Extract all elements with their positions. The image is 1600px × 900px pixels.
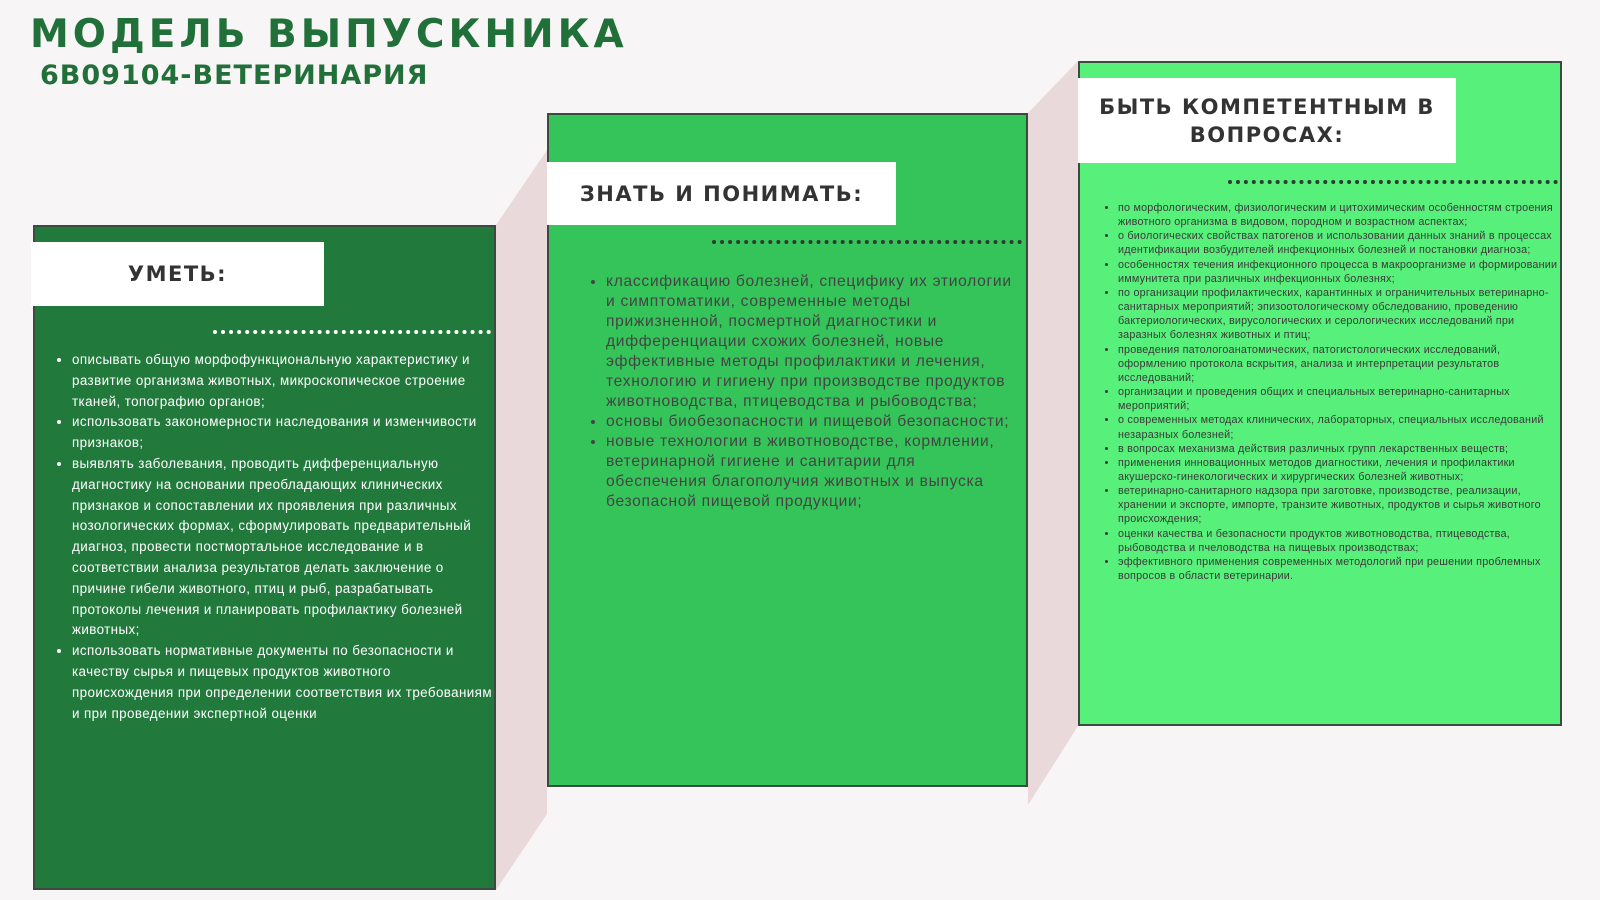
list-item: • особенностях течения инфекционного процесса в макроорганизме и формировании иммунитета при различных инфекционных болезнях; (1118, 258, 1558, 286)
list-item: • описывать общую морфофункциональную характеристику и развитие организма животных, микроскопическое строение тканей, топографию органов; (72, 350, 492, 412)
connector-right (1028, 61, 1078, 805)
list-item: • ветеринарно-санитарного надзора при заготовке, производстве, реализации, хранении и экспорте, импорте, транзите животных, продуктов и сырья животного происхождения; (1118, 484, 1558, 526)
list-item: • проведения патологоанатомических, патогистологических исследований, оформлению протокола вскрытия, анализа и интерпретации результатов исследований; (1118, 343, 1558, 385)
competence-list (1100, 201, 1558, 583)
list-item: • оценки качества и безопасности продуктов животноводства, птицеводства, рыбоводства и пчеловодства на пищевых производствах; (1118, 527, 1558, 555)
list-item: • по организации профилактических, карантинных и ограничительных ветеринарно-санитарных мероприятий; эпизоотологическому обследованию, проведению бактериологических, вирусологических и серологических исследований при заразных болезнях животных и птиц; (1118, 286, 1558, 343)
knowledge-label: ЗНАТЬ И ПОНИМАТЬ: (547, 162, 896, 225)
competence-dotted-divider (1228, 180, 1558, 184)
list-item: • организации и проведения общих и специальных ветеринарно-санитарных мероприятий; (1118, 385, 1558, 413)
list-item: • о современных методах клинических, лабораторных, специальных исследований незаразных болезней; (1118, 413, 1558, 441)
skills-dotted-divider (213, 330, 491, 334)
list-item: • выявлять заболевания, проводить дифференциальную диагностику на основании преобладающих клинических признаков и сопоставлении их проявления при различных нозологических формах, сформулировать предварительный диагноз, провести постмортальное исследование и в соответствии анализа результатов делать заключение о причине гибели животного, птиц и рыб, разрабатывать протоколы лечения и планировать профилактику болезней животных; (72, 454, 492, 641)
connector-left (496, 150, 547, 890)
list-item: • применения инновационных методов диагностики, лечения и профилактики акушерско-гинекологических и хирургических болезней животных; (1118, 456, 1558, 484)
list-item: • новые технологии в животноводстве, кормлении, ветеринарной гигиене и санитарии для обеспечения благополучия животных и выпуска безопасной пищевой продукции; (606, 432, 1016, 512)
knowledge-dotted-divider (712, 240, 1022, 244)
skills-list (54, 350, 492, 724)
competence-label: БЫТЬ КОМПЕТЕНТНЫМ В ВОПРОСАХ: (1078, 78, 1456, 163)
page-subtitle: 6В09104-ВЕТЕРИНАРИЯ (40, 60, 429, 91)
skills-label: УМЕТЬ: (31, 242, 324, 306)
list-item: • использовать нормативные документы по безопасности и качеству сырья и пищевых продуктов животного происхождения при определении соответствия их требованиям и при проведении экспертной оценки (72, 641, 492, 724)
list-item: • в вопросах механизма действия различных групп лекарственных веществ; (1118, 442, 1558, 456)
list-item: • использовать закономерности наследования и изменчивости признаков; (72, 412, 492, 454)
page-title: МОДЕЛЬ ВЫПУСКНИКА (30, 12, 628, 57)
list-item: • о биологических свойствах патогенов и использовании данных знаний в процессах идентификации возбудителей инфекционных болезней и постановки диагноза; (1118, 229, 1558, 257)
list-item: • эффективного применения современных методологий при решении проблемных вопросов в области ветеринарии. (1118, 555, 1558, 583)
list-item: • по морфологическим, физиологическим и цитохимическим особенностям строения животного организма в видовом, породном и возрастном аспектах; (1118, 201, 1558, 229)
list-item: • классификацию болезней, специфику их этиологии и симптоматики, современные методы прижизненной, посмертной диагностики и дифференциации схожих болезней, новые эффективные методы профилактики и лечения, технологию и гигиену при производстве продуктов животноводства, птицеводства и рыбоводства; (606, 272, 1016, 412)
knowledge-list (588, 272, 1016, 512)
list-item: • основы биобезопасности и пищевой безопасности; (606, 412, 1016, 432)
